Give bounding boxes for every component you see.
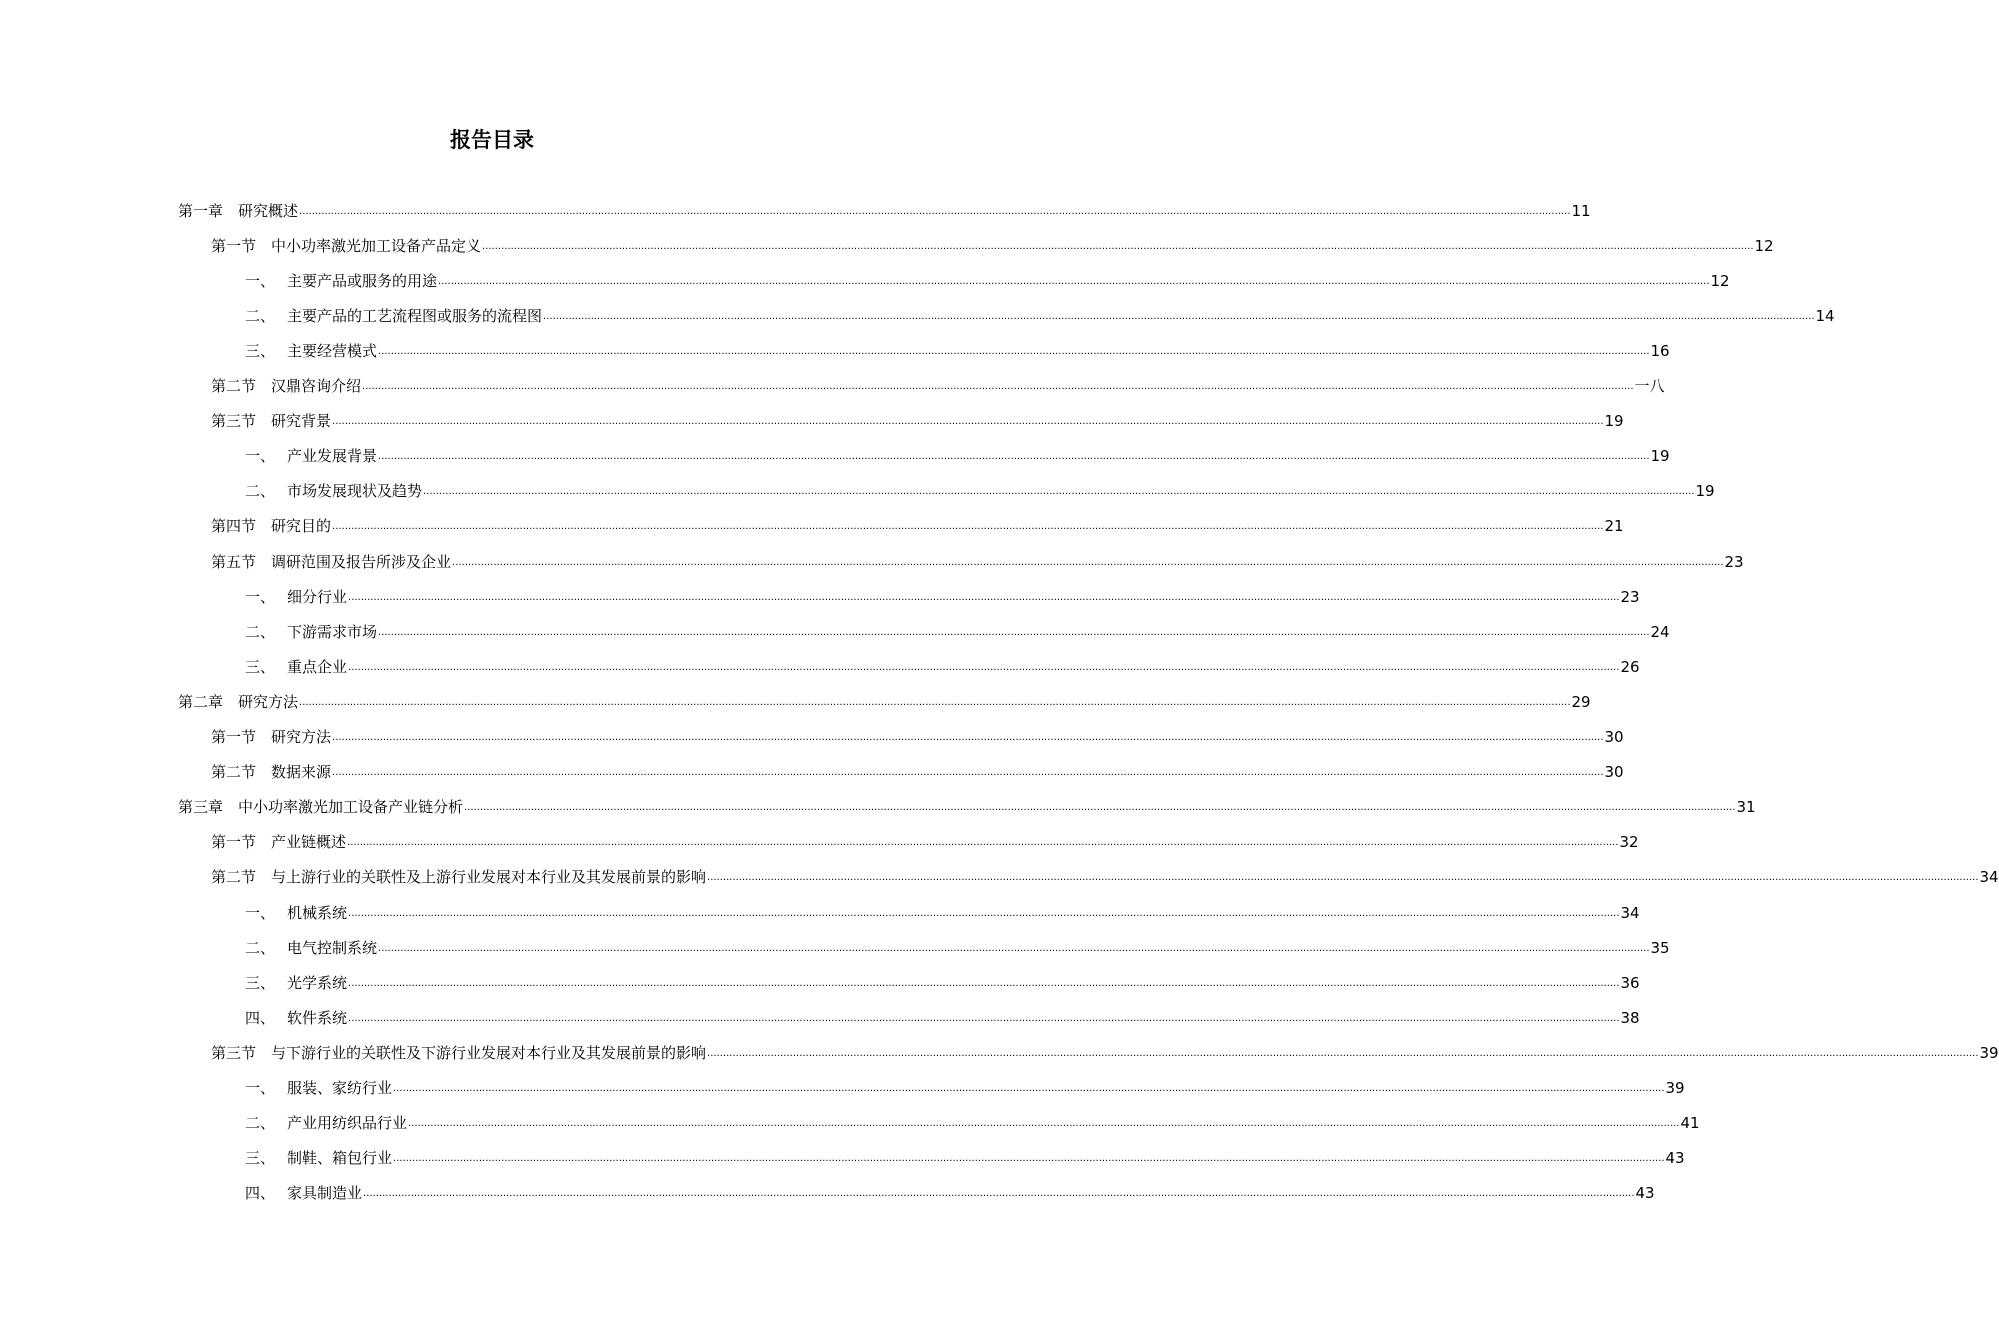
toc-entry[interactable] bbox=[211, 404, 1624, 439]
toc-leader-dots: ................................................................................................................................................................................................................................................................................................................................................................................................................ bbox=[707, 1047, 1979, 1059]
toc-leader-dots: ................................................................................................................................................................................................................................................................................................................................................................................................................ bbox=[348, 661, 1620, 673]
toc-entry-page: 23 bbox=[1620, 587, 1640, 606]
toc-entry-page: 21 bbox=[1604, 517, 1624, 536]
toc-entry[interactable] bbox=[245, 930, 1670, 965]
toc-entry-page: 19 bbox=[1604, 412, 1624, 431]
toc-leader-dots: ................................................................................................................................................................................................................................................................................................................................................................................................................ bbox=[438, 275, 1710, 287]
toc-leader-dots: ................................................................................................................................................................................................................................................................................................................................................................................................................ bbox=[393, 1083, 1665, 1094]
toc-entry-title: 汉鼎咨询介绍 bbox=[271, 377, 362, 395]
toc-leader-dots: ................................................................................................................................................................................................................................................................................................................................................................................................................ bbox=[332, 767, 1604, 779]
toc-entry-label: 三、 bbox=[245, 657, 276, 676]
toc-entry-title: 软件系统 bbox=[287, 1008, 348, 1027]
toc-leader-dots: ................................................................................................................................................................................................................................................................................................................................................................................................................ bbox=[332, 521, 1604, 533]
toc-entry-title: 研究方法 bbox=[238, 692, 299, 711]
toc-entry-title: 下游需求市场 bbox=[287, 622, 378, 641]
toc-entry-label: 第一节 bbox=[211, 833, 257, 852]
toc-entry-title: 机械系统 bbox=[287, 903, 348, 922]
toc-entry-label: 二、 bbox=[245, 306, 276, 325]
toc-entry-label: 三、 bbox=[245, 1149, 276, 1168]
toc-entry-title: 产业发展背景 bbox=[287, 447, 378, 466]
toc-leader-dots: ................................................................................................................................................................................................................................................................................................................................................................................................................ bbox=[363, 1188, 1635, 1200]
toc-entry-page: 38 bbox=[1620, 1008, 1640, 1027]
toc-entry-title: 光学系统 bbox=[287, 973, 348, 992]
toc-leader-dots: ................................................................................................................................................................................................................................................................................................................................................................................................................ bbox=[348, 977, 1620, 989]
toc-entry-title: 制鞋、箱包行业 bbox=[287, 1149, 393, 1168]
toc-entry-label: 第一章 bbox=[178, 201, 224, 220]
toc-entry-label: 二、 bbox=[245, 622, 276, 641]
toc-entry-title: 电气控制系统 bbox=[287, 938, 378, 957]
toc-leader-dots: ................................................................................................................................................................................................................................................................................................................................................................................................................ bbox=[482, 240, 1754, 252]
toc-entry[interactable] bbox=[211, 860, 1999, 895]
toc-entry-label: 四、 bbox=[245, 1008, 276, 1027]
toc-entry-title: 研究概述 bbox=[238, 201, 299, 220]
toc-entry-title: 主要产品的工艺流程图或服务的流程图 bbox=[287, 306, 543, 325]
toc-entry-title: 研究方法 bbox=[271, 728, 332, 746]
toc-entry-page: 41 bbox=[1680, 1114, 1700, 1133]
toc-entry-title: 研究背景 bbox=[271, 412, 332, 431]
toc-leader-dots: ................................................................................................................................................................................................................................................................................................................................................................................................................ bbox=[348, 591, 1620, 603]
toc-leader-dots: ................................................................................................................................................................................................................................................................................................................................................................................................................ bbox=[347, 837, 1619, 849]
toc-entry-page: 34 bbox=[1979, 868, 1999, 887]
toc-entry-label: 一、 bbox=[245, 447, 276, 466]
toc-entry[interactable] bbox=[211, 1035, 1999, 1070]
toc-entry-page: 23 bbox=[1724, 552, 1744, 571]
toc-entry[interactable] bbox=[245, 649, 1640, 684]
toc-entry[interactable] bbox=[178, 684, 1591, 719]
toc-entry-label: 二、 bbox=[245, 482, 276, 501]
toc-entry[interactable] bbox=[245, 333, 1670, 368]
toc-entry-page: 43 bbox=[1665, 1149, 1685, 1168]
toc-entry-title: 产业用纺织品行业 bbox=[287, 1114, 408, 1133]
toc-leader-dots: ................................................................................................................................................................................................................................................................................................................................................................................................................ bbox=[408, 1118, 1680, 1130]
toc-entry-label: 第二节 bbox=[211, 868, 257, 887]
toc-leader-dots: ................................................................................................................................................................................................................................................................................................................................................................................................................ bbox=[348, 907, 1620, 919]
toc-entry-page: 36 bbox=[1620, 973, 1640, 992]
toc-leader-dots: ................................................................................................................................................................................................................................................................................................................................................................................................................ bbox=[299, 696, 1571, 708]
toc-entry[interactable] bbox=[211, 544, 1744, 579]
toc-entry[interactable] bbox=[245, 1176, 1655, 1211]
toc-entry-label: 第三章 bbox=[178, 798, 224, 817]
toc-entry-title: 市场发展现状及趋势 bbox=[287, 482, 423, 501]
toc-entry-title: 与下游行业的关联性及下游行业发展对本行业及其发展前景的影响 bbox=[271, 1043, 707, 1062]
toc-entry-label: 第四节 bbox=[211, 517, 257, 536]
toc-entry-label: 三、 bbox=[245, 341, 276, 360]
toc-entry-page: 16 bbox=[1650, 341, 1670, 360]
toc-entry-label: 一、 bbox=[245, 1079, 276, 1097]
toc-leader-dots: ................................................................................................................................................................................................................................................................................................................................................................................................................ bbox=[452, 556, 1724, 568]
toc-entry-label: 二、 bbox=[245, 938, 276, 957]
toc-leader-dots: ................................................................................................................................................................................................................................................................................................................................................................................................................ bbox=[464, 802, 1736, 814]
toc-entry-title: 中小功率激光加工设备产品定义 bbox=[271, 236, 482, 255]
toc-entry-page: 29 bbox=[1571, 692, 1591, 711]
toc-entry-page: 19 bbox=[1650, 447, 1670, 466]
toc-entry-label: 第一节 bbox=[211, 728, 257, 746]
toc-entry-page: 26 bbox=[1620, 657, 1640, 676]
toc-entry-title: 产业链概述 bbox=[271, 833, 347, 852]
toc-entry-title: 服装、家纺行业 bbox=[287, 1079, 393, 1097]
toc-leader-dots: ................................................................................................................................................................................................................................................................................................................................................................................................................ bbox=[362, 381, 1634, 392]
toc-entry-label: 第五节 bbox=[211, 552, 257, 571]
toc-entry[interactable] bbox=[245, 439, 1670, 474]
page-title: 报告目录 bbox=[450, 128, 534, 152]
toc-entry-page: 一八 bbox=[1634, 377, 1665, 395]
toc-leader-dots: ................................................................................................................................................................................................................................................................................................................................................................................................................ bbox=[332, 732, 1604, 743]
toc-entry[interactable] bbox=[245, 298, 1835, 333]
toc-leader-dots: ................................................................................................................................................................................................................................................................................................................................................................................................................ bbox=[393, 1153, 1665, 1165]
toc-entry[interactable] bbox=[245, 474, 1715, 509]
toc-entry-title: 主要产品或服务的用途 bbox=[287, 271, 438, 290]
toc-leader-dots: ................................................................................................................................................................................................................................................................................................................................................................................................................ bbox=[378, 942, 1650, 954]
toc-entry-page: 43 bbox=[1635, 1184, 1655, 1203]
toc-entry[interactable] bbox=[178, 790, 1756, 825]
toc-entry-title: 调研范围及报告所涉及企业 bbox=[271, 552, 452, 571]
toc-entry-label: 第三节 bbox=[211, 412, 257, 431]
toc-entry-label: 二、 bbox=[245, 1114, 276, 1133]
toc-entry[interactable] bbox=[211, 755, 1624, 790]
toc-entry-page: 35 bbox=[1650, 938, 1670, 957]
toc-leader-dots: ................................................................................................................................................................................................................................................................................................................................................................................................................ bbox=[299, 205, 1571, 217]
toc-leader-dots: ................................................................................................................................................................................................................................................................................................................................................................................................................ bbox=[378, 451, 1650, 463]
toc-entry[interactable] bbox=[245, 1071, 1685, 1106]
toc-entry-title: 主要经营模式 bbox=[287, 341, 378, 360]
toc-entry[interactable] bbox=[245, 1141, 1685, 1176]
toc-entry-title: 与上游行业的关联性及上游行业发展对本行业及其发展前景的影响 bbox=[271, 868, 707, 887]
toc-entry[interactable] bbox=[245, 614, 1670, 649]
toc-entry-title: 数据来源 bbox=[271, 763, 332, 782]
toc-entry-page: 39 bbox=[1979, 1043, 1999, 1062]
toc-entry-title: 家具制造业 bbox=[287, 1184, 363, 1203]
toc-entry[interactable] bbox=[211, 509, 1624, 544]
toc-entry-label: 三、 bbox=[245, 973, 276, 992]
toc-entry-label: 第二章 bbox=[178, 692, 224, 711]
toc-entry-title: 细分行业 bbox=[287, 587, 348, 606]
toc-entry-page: 19 bbox=[1695, 482, 1715, 501]
toc-entry-label: 第三节 bbox=[211, 1043, 257, 1062]
toc-entry-page: 31 bbox=[1736, 798, 1756, 817]
toc-entry-page: 24 bbox=[1650, 622, 1670, 641]
toc-entry[interactable] bbox=[211, 228, 1774, 263]
toc-entry-page: 12 bbox=[1710, 271, 1730, 290]
toc-entry-label: 一、 bbox=[245, 271, 276, 290]
toc-entry-page: 14 bbox=[1815, 306, 1835, 325]
toc-entry-title: 重点企业 bbox=[287, 657, 348, 676]
toc-entry-page: 12 bbox=[1754, 236, 1774, 255]
toc-leader-dots: ................................................................................................................................................................................................................................................................................................................................................................................................................ bbox=[707, 872, 1979, 884]
toc-entry-page: 32 bbox=[1619, 833, 1639, 852]
toc-entry-label: 一、 bbox=[245, 587, 276, 606]
toc-entry-page: 11 bbox=[1571, 201, 1591, 220]
toc-entry-label: 一、 bbox=[245, 903, 276, 922]
toc-leader-dots: ................................................................................................................................................................................................................................................................................................................................................................................................................ bbox=[378, 626, 1650, 638]
toc-entry[interactable] bbox=[245, 579, 1640, 614]
toc-entry-title: 中小功率激光加工设备产业链分析 bbox=[238, 798, 464, 817]
toc-leader-dots: ................................................................................................................................................................................................................................................................................................................................................................................................................ bbox=[378, 345, 1650, 357]
toc-entry[interactable] bbox=[245, 263, 1730, 298]
toc-leader-dots: ................................................................................................................................................................................................................................................................................................................................................................................................................ bbox=[543, 310, 1815, 322]
toc-entry[interactable] bbox=[245, 895, 1640, 930]
toc-entry[interactable] bbox=[245, 1000, 1640, 1035]
toc-entry[interactable] bbox=[245, 965, 1640, 1000]
toc-entry-label: 第二节 bbox=[211, 763, 257, 782]
toc-entry-label: 第二节 bbox=[211, 377, 257, 395]
toc-leader-dots: ................................................................................................................................................................................................................................................................................................................................................................................................................ bbox=[348, 1012, 1620, 1024]
toc-leader-dots: ................................................................................................................................................................................................................................................................................................................................................................................................................ bbox=[423, 486, 1695, 498]
toc-entry[interactable] bbox=[211, 369, 1665, 404]
toc-entry-title: 研究目的 bbox=[271, 517, 332, 536]
toc-entry[interactable] bbox=[211, 825, 1639, 860]
toc-entry-page: 39 bbox=[1665, 1079, 1685, 1097]
toc-entry-page: 30 bbox=[1604, 763, 1624, 782]
toc-entry[interactable] bbox=[178, 193, 1591, 228]
toc-entry-page: 30 bbox=[1604, 728, 1624, 746]
toc-leader-dots: ................................................................................................................................................................................................................................................................................................................................................................................................................ bbox=[332, 416, 1604, 428]
toc-entry-label: 第一节 bbox=[211, 236, 257, 255]
toc-entry[interactable] bbox=[211, 720, 1624, 755]
toc-entry-page: 34 bbox=[1620, 903, 1640, 922]
toc-entry-label: 四、 bbox=[245, 1184, 276, 1203]
toc-entry[interactable] bbox=[245, 1106, 1700, 1141]
